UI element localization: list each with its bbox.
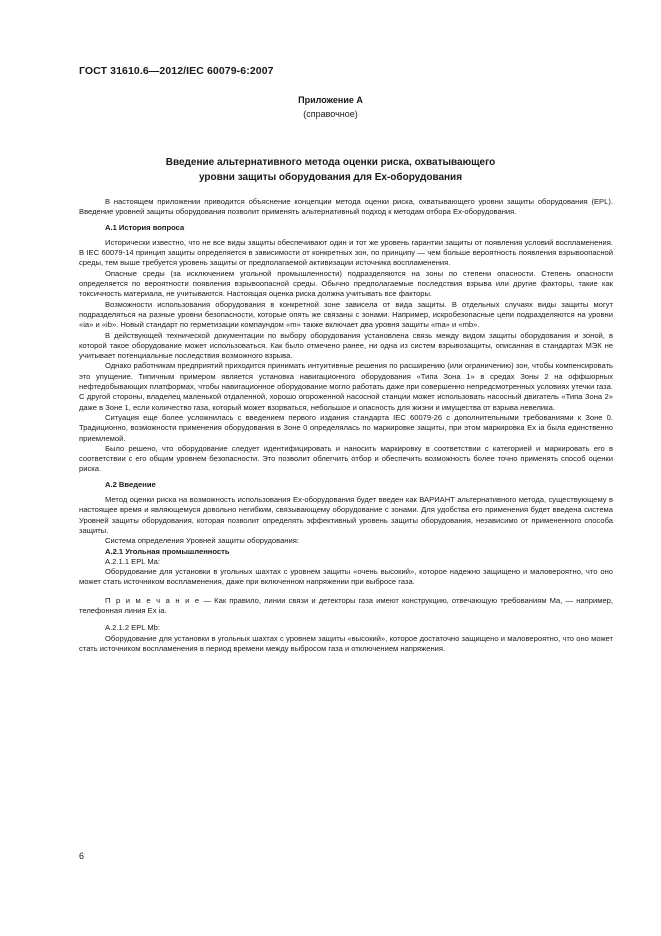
paragraph: Было решено, что оборудование следует идентифицировать и наносить маркировку в соответствии с категорией и маркировать его в соответствии с его общим уровнем безопасности. Это позволит облегчить отбор и обеспечить возможность более точно применять способ оценки риска. [79, 443, 613, 474]
paragraph: Опасные среды (за исключением угольной промышленности) подразделяются на зоны по степени опасности. Степень опасности определяется по вероятности появления взрывоопасной среды. Обычно предполагаемые последствия взрыва или другие факторы, такие как токсичность материала, не учитываются. Настоящая оценка риска должна учитывать все факторы. [79, 268, 613, 299]
intro-paragraph: В настоящем приложении приводится объяснение концепции метода оценки риска, охватывающего уровни защиты оборудования (EPL). Введение уровней защиты оборудования позволит применять альтернативный подход к методам отбора Ex-оборудования. [79, 197, 613, 217]
main-title [79, 155, 582, 185]
paragraph: Возможности использования оборудования в конкретной зоне зависела от вида защиты. В отдельных случаях виды защиты могут подразделяться на разные уровни безопасности, которые опять же связаны с зонами. Например, искробезопасные цепи подразделяются на уровни «ia» и «ib». Новый стандарт по герметизации компаундом «m» также включает два уровня защиты «ma» и «mb». [79, 299, 613, 330]
system-line: Система определения Уровней защиты оборудования: [105, 536, 299, 546]
paragraph: Ситуация еще более усложнилась с введением первого издания стандарта IEC 60079-26 с дополнительными требованиями к Зоне 0. Традиционно, возможности применения оборудования в Зоне 0 определялась по маркировке защиты, при этом маркировка Ex ia была единственно приемлемой. [79, 412, 613, 443]
paragraph: Метод оценки риска на возможность использования Ex-оборудования будет введен как ВАРИАНТ альтернативного метода, существующему в настоящее время и являющемуся довольно негибким, связывающему оборудование с зонами. Для удобства его применения будет введена система Уровней защиты оборудования, которая позволит определять эффективный уровень защиты оборудования, независимо от примененного способа защиты. [79, 495, 613, 535]
main-title-line-1: Введение альтернативного метода оценки риска, охватывающего [165, 157, 496, 168]
paragraph: Оборудование для установки в угольных шахтах с уровнем защиты «очень высокий», которое надежно защищено и маловероятно, что оно может стать источником воспламенения, даже при включенном напряжении при выбросе газа. [79, 567, 613, 587]
section-a211-heading: А.2.1.1 EPL Ma: [105, 556, 161, 566]
section-a2-heading: А.2 Введение [105, 479, 156, 489]
note [79, 596, 613, 617]
annex-subtitle: (справочное) [303, 109, 358, 119]
paragraph: В действующей технической документации по выбору оборудования установлена связь между видом защиты оборудования и зоной, в которой такое оборудование может использоваться. Как было отмечено ранее, ни одна из систем взрывозащиты, описанная в стандартах МЭК не учитывает потенциальные последствия возможного взрыва. [79, 330, 613, 361]
page-number: 6 [79, 851, 85, 861]
note-text: — Как правило, линии связи и детекторы газа имеют конструкцию, отвечающую требованиям Ma, — например, телефонная линия Ex ia. [79, 595, 613, 615]
main-title-line-2: уровни защиты оборудования для Ex-оборудования [198, 172, 463, 183]
paragraph: Оборудование для установки в угольных шахтах с уровнем защиты «высокий», которое достаточно защищено и маловероятно, что оно может стать источником воспламенения в период времени между выбросом газа и отключением напряжения. [79, 633, 613, 653]
note-label: П р и м е ч а н и е [105, 595, 201, 605]
document-header: ГОСТ 31610.6—2012/IEC 60079-6:2007 [79, 65, 274, 77]
section-a212-heading: А.2.1.2 EPL Mb: [105, 623, 161, 633]
paragraph: Исторически известно, что не все виды защиты обеспечивают один и тот же уровень гарантии защиты от появления условий воспламенения. В IEC 60079-14 принцип защиты определяется в зависимости от конкретных зон, по принципу — чем больше вероятность появления взрывоопасной среды, тем выше требуется уровень защиты от предполагаемой активизации источника воспламенения. [79, 237, 613, 268]
paragraph: Однако работникам предприятий приходится принимать интуитивные решения по расширению (или ограничению) зон, чтобы компенсировать это упущение. Типичным примером является установка навигационного оборудования «Типа Зона 1» в средах Зоны 2 на оффшорных нефтедобывающих платформах, чтобы навигационное оборудование могло работать даже при совершенно непредсмотренных условиях утечки газа. С другой стороны, владелец маленькой отдаленной, хорошо огороженной насосной станции может использовать насосный двигатель «Типа Зона 2» даже в Зоне 1, если количество газа, который может взорваться, небольшое и опасность для жизни и имущества от взрыва невелика. [79, 361, 613, 412]
annex-title: Приложение А [298, 95, 363, 105]
section-a21-heading: А.2.1 Угольная промышленность [105, 546, 230, 556]
section-a1-heading: А.1 История вопроса [105, 222, 185, 232]
body-text [79, 197, 613, 654]
